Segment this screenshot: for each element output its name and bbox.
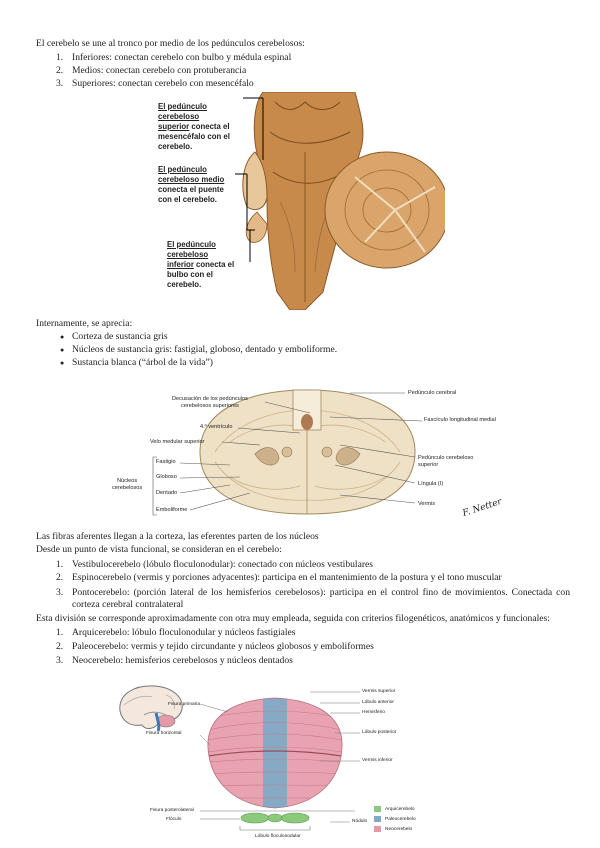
label-decusacion: Decusación de los pedúnculos cerebelosos superiores xyxy=(172,396,248,409)
label-lingula: Língula (I) xyxy=(418,481,444,487)
label-peduncle-superior: El pedúnculo cerebeloso superior conecta el mesencéfalo con el cerebelo. xyxy=(158,102,230,151)
internal-item: Corteza de sustancia gris xyxy=(72,331,168,342)
legend-item: Neocerebelo xyxy=(374,824,416,834)
list-number: 3. xyxy=(56,587,64,598)
bullet: ● xyxy=(60,359,65,367)
label-emboliforme: Emboliforme xyxy=(156,507,188,513)
label-fasciculo: Fascículo longitudinal medial xyxy=(424,417,496,423)
division-item: Arquicerebelo: lóbulo floculonodular y núcleos fastigiales xyxy=(72,627,296,638)
label-lobulo-floculonodular: Lóbulo floculonodular xyxy=(255,834,301,839)
afferent-text: Las fibras aferentes llegan a la corteza, las eferentes parten de los núcleos xyxy=(36,531,319,542)
label-lobulo-posterior: Lóbulo posterior xyxy=(362,730,397,735)
division-intro: Esta división se corresponde aproximadamente con otra muy empleada, seguida con criterios filogenéticos, anatómicos y funcionales: xyxy=(36,613,550,624)
label-pedunculo-superior: Pedúnculo cerebeloso superior xyxy=(418,455,474,468)
functional-item: Pontocerebelo: (porción lateral de los hemisferios cerebelosos): participa en el control fino de movimientos. Conectada con corteza cerebral contralateral xyxy=(72,587,570,610)
division-item: Neocerebelo: hemisferios cerebelosos y núcleos dentados xyxy=(72,655,293,666)
label-lobulo-anterior: Lóbulo anterior xyxy=(362,700,395,705)
label-velo-medular: Velo medular superior xyxy=(150,439,205,445)
list-number: 2. xyxy=(56,572,64,583)
list-number: 3. xyxy=(56,655,64,666)
label-nucleos-group: Núcleos cerebelosos xyxy=(112,478,143,491)
label-hemisferio: Hemisferio xyxy=(362,710,385,715)
list-number: 2. xyxy=(56,65,64,76)
list-number: 2. xyxy=(56,641,64,652)
list-number: 1. xyxy=(56,52,64,63)
legend-swatch xyxy=(374,816,381,822)
label-peduncle-inferior: El pedúnculo cerebeloso inferior conecta el bulbo con el cerebelo. xyxy=(167,240,235,289)
label-peduncle-medio: El pedúnculo cerebeloso medio conecta el puente con el cerebelo. xyxy=(158,165,225,204)
list-number: 1. xyxy=(56,559,64,570)
label-globoso: Globoso xyxy=(156,474,177,480)
label-dentado: Dentado xyxy=(156,490,178,496)
label-fastigio: Fastigio xyxy=(156,459,176,465)
intro-text: El cerebelo se une al tronco por medio de los pedúnculos cerebelosos: xyxy=(36,38,305,49)
bullet: ● xyxy=(60,333,65,341)
label-vermis-superior: Vermis superior xyxy=(362,689,396,694)
list-number: 3. xyxy=(56,78,64,89)
label-floculo: Flóculo xyxy=(166,817,182,822)
label-fisura-posterolateral: Fisura posterolateral xyxy=(150,808,194,813)
internal-item: Sustancia blanca (“árbol de la vida”) xyxy=(72,357,213,368)
internal-intro: Internamente, se aprecia: xyxy=(36,318,133,329)
list-number: 1. xyxy=(56,627,64,638)
label-vermis-inferior: Vermis inferior xyxy=(362,758,393,763)
legend-swatch xyxy=(374,806,381,812)
lobes-legend xyxy=(374,804,416,834)
label-nodulo: Nódulo xyxy=(352,819,368,824)
functional-item: Vestibulocerebelo (lóbulo floculonodular): conectado con núcleos vestibulares xyxy=(72,559,374,570)
legend-swatch xyxy=(374,826,381,832)
peduncle-item: Medios: conectan cerebelo con protuberancia xyxy=(72,65,247,76)
peduncle-item: Superiores: conectan cerebelo con mesencéfalo xyxy=(72,78,254,89)
division-item: Paleocerebelo: vermis y tejido circundante y núcleos globosos y emboliformes xyxy=(72,641,374,652)
bullet: ● xyxy=(60,346,65,354)
legend-item: Paleocerebelo xyxy=(374,814,416,824)
peduncle-item: Inferiores: conectan cerebelo con bulbo y médula espinal xyxy=(72,52,292,63)
functional-intro: Desde un punto de vista funcional, se consideran en el cerebelo: xyxy=(36,544,282,555)
label-pedunculo-cerebral: Pedúnculo cerebral xyxy=(408,390,457,396)
netter-signature: F. Netter xyxy=(461,496,504,520)
label-fisura-horizontal: Fisura horizontal xyxy=(146,731,182,736)
legend-item: Arquicerebelo xyxy=(374,804,416,814)
label-fisura-primaria: Fisura primaria xyxy=(168,702,200,707)
internal-item: Núcleos de sustancia gris: fastigial, globoso, dentado y emboliforme. xyxy=(72,344,338,355)
label-4-ventriculo: 4.º ventrículo xyxy=(200,424,233,430)
functional-item: Espinocerebelo (vermis y porciones adyacentes): participa en el mantenimiento de la postura y el tono muscular xyxy=(72,572,502,583)
label-vermis: Vermis xyxy=(418,501,436,507)
